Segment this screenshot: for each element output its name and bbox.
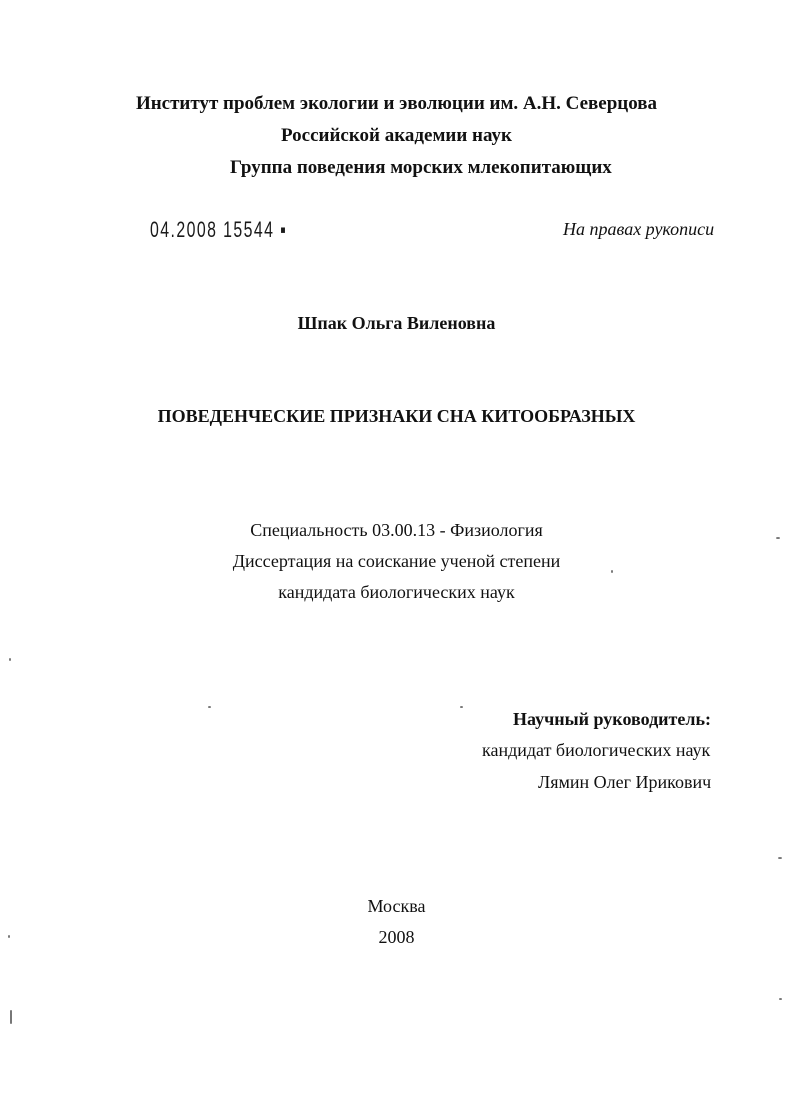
institution-name: Институт проблем экологии и эволюции им. А.Н. Северцова <box>135 93 658 114</box>
degree-name-line: кандидата биологических наук <box>278 582 515 602</box>
scan-speck <box>10 1010 12 1024</box>
degree-sought-line: Диссертация на соискание ученой степени <box>232 551 561 571</box>
specialty-line: Специальность 03.00.13 - Физиология <box>250 520 543 540</box>
scan-speck <box>778 857 782 859</box>
scan-speck <box>611 570 613 573</box>
academy-name: Российской академии наук <box>281 125 512 146</box>
scan-speck <box>776 537 780 539</box>
scan-speck <box>208 706 211 708</box>
scan-speck <box>9 658 11 661</box>
registration-number: 04.2008 15544 <box>150 217 275 242</box>
year: 2008 <box>378 927 415 947</box>
supervisor-name: Лямин Олег Ирикович <box>538 772 712 792</box>
scan-speck <box>8 935 10 938</box>
author-name: Шпак Ольга Виленовна <box>297 313 496 333</box>
manuscript-note: На правах рукописи <box>563 219 715 239</box>
scan-speck <box>779 998 782 1000</box>
city: Москва <box>367 896 426 916</box>
registration-stamp <box>150 217 287 243</box>
scan-speck <box>460 706 463 708</box>
group-name: Группа поведения морских млекопитающих <box>230 157 612 178</box>
supervisor-degree: кандидат биологических наук <box>482 740 711 760</box>
supervisor-heading: Научный руководитель: <box>513 709 711 729</box>
dissertation-title: ПОВЕДЕНЧЕСКИЕ ПРИЗНАКИ СНА КИТООБРАЗНЫХ <box>157 406 636 426</box>
stamp-dash-mark: ▪ <box>280 217 288 242</box>
